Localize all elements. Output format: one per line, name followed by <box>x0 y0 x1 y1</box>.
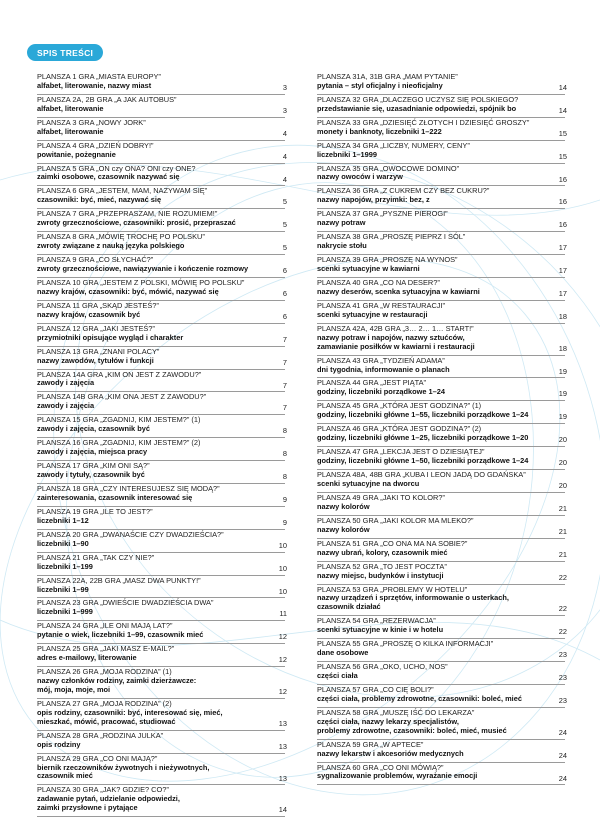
toc-entry[interactable]: PLANSZA 24 GRA „ILE ONI MAJĄ LAT?” pytanie o wiek, liczebniki 1–99, czasownik mieć 12 <box>37 621 285 644</box>
page-number: 5 <box>282 220 287 230</box>
page-number: 22 <box>558 572 567 582</box>
page-number: 7 <box>282 403 287 413</box>
toc-entry[interactable]: PLANSZA 33 GRA „DZIESIĘĆ ZŁOTYCH I DZIESIĘĆ GROSZY” monety i banknoty, liczebniki 1–222 15 <box>317 118 565 141</box>
page-number: 4 <box>282 151 287 161</box>
page-number: 7 <box>282 334 287 344</box>
toc-entry[interactable]: PLANSZA 27 GRA „MOJA RODZINA” (2) opis rodziny, czasowniki: być, interesować się, mieć, mieszkać, mówić, pracować, studiować 13 <box>37 699 285 731</box>
toc-entry[interactable]: PLANSZA 4 GRA „DZIEŃ DOBRY!” powitanie, pożegnanie 4 <box>37 141 285 164</box>
page-number: 10 <box>278 563 287 573</box>
toc-entry[interactable]: PLANSZA 54 GRA „REZERWACJA” scenki sytuacyjne w kinie i w hotelu 22 <box>317 616 565 639</box>
toc-entry[interactable]: PLANSZA 10 GRA „JESTEM Z POLSKI, MÓWIĘ PO POLSKU” nazwy krajów, czasowniki: być, mówić, nazywać się 6 <box>37 278 285 301</box>
toc-entry[interactable]: PLANSZA 37 GRA „PYSZNE PIEROGI” nazwy potraw 16 <box>317 209 565 232</box>
toc-entry[interactable]: PLANSZA 58 GRA „MUSZĘ IŚĆ DO LEKARZA” części ciała, nazwy lekarzy specjalistów, problemy zdrowotne, czasowniki: boleć, mieć, musieć 24 <box>317 708 565 740</box>
page-number: 20 <box>558 458 567 468</box>
toc-entry[interactable]: PLANSZA 51 GRA „CO ONA MA NA SOBIE?” nazwy ubrań, kolory, czasownik mieć 21 <box>317 539 565 562</box>
page-number: 6 <box>282 289 287 298</box>
page-number: 10 <box>278 540 287 550</box>
page-number: 10 <box>278 586 287 596</box>
toc-entry[interactable]: PLANSZA 47 GRA „LEKCJA JEST O DZIESIĄTEJ” godziny, liczebniki główne 1–50, liczebniki porządkowe 1–24 20 <box>317 447 565 470</box>
toc-left-column <box>37 72 285 817</box>
toc-entry[interactable]: PLANSZA 1 GRA „MIASTA EUROPY” alfabet, literowanie, nazwy miast 3 <box>37 72 285 95</box>
toc-entry[interactable]: PLANSZA 59 GRA „W APTECE” nazwy lekarstw i akcesoriów medycznych 24 <box>317 740 565 763</box>
page-number: 15 <box>558 128 567 138</box>
toc-entry[interactable]: PLANSZA 25 GRA „JAKI MASZ E-MAIL?” adres e-mailowy, literowanie 12 <box>37 644 285 667</box>
toc-entry[interactable]: PLANSZA 43 GRA „TYDZIEŃ ADAMA” dni tygodnia, informowanie o planach 19 <box>317 356 565 379</box>
toc-entry[interactable]: PLANSZA 22A, 22B GRA „MASZ DWA PUNKTY!” liczebniki 1–99 10 <box>37 576 285 599</box>
toc-entry[interactable]: PLANSZA 2A, 2B GRA „A JAK AUTOBUS” alfabet, literowanie 3 <box>37 95 285 118</box>
page-number: 17 <box>558 243 567 253</box>
toc-entry[interactable]: PLANSZA 7 GRA „PRZEPRASZAM, NIE ROZUMIEM!” zwroty grzecznościowe, czasowniki: prosić, przepraszać 5 <box>37 209 285 232</box>
page-number: 18 <box>558 343 567 353</box>
page-number: 12 <box>278 687 287 697</box>
page-number: 20 <box>558 435 567 445</box>
toc-entry[interactable]: PLANSZA 39 GRA „PROSZĘ NA WYNOS” scenki sytuacyjne w kawiarni 17 <box>317 255 565 278</box>
page-number: 8 <box>282 449 287 459</box>
page-number: 19 <box>558 412 567 422</box>
page-number: 14 <box>558 105 567 115</box>
page-number: 7 <box>282 357 287 367</box>
toc-entry[interactable]: PLANSZA 36 GRA „Z CUKREM CZY BEZ CUKRU?” nazwy napojów, przyimki: bez, z 16 <box>317 186 565 209</box>
page-number: 6 <box>282 266 287 276</box>
toc-entry[interactable]: PLANSZA 42A, 42B GRA „3… 2… 1… START!” nazwy potraw i napojów, nazwy sztućców, zamawianie posiłków w kawiarni i restauracji 18 <box>317 324 565 356</box>
page-number: 24 <box>558 727 567 737</box>
page-number: 19 <box>558 366 567 376</box>
toc-entry[interactable]: PLANSZA 40 GRA „CO NA DESER?” nazwy deserów, scenka sytuacyjna w kawiarni 17 <box>317 278 565 301</box>
page-number: 11 <box>279 609 287 619</box>
toc-entry[interactable]: PLANSZA 14A GRA „KIM ON JEST Z ZAWODU?” zawody i zajęcia 7 <box>37 370 285 393</box>
toc-entry[interactable]: PLANSZA 6 GRA „JESTEM, MAM, NAZYWAM SIĘ” czasowniki: być, mieć, nazywać się 5 <box>37 186 285 209</box>
toc-entry[interactable]: PLANSZA 14B GRA „KIM ONA JEST Z ZAWODU?” zawody i zajęcia 7 <box>37 392 285 415</box>
toc-entry[interactable]: PLANSZA 18 GRA „CZY INTERESUJESZ SIĘ MODĄ?” zainteresowania, czasownik interesować się 9 <box>37 484 285 507</box>
toc-entry[interactable]: PLANSZA 34 GRA „LICZBY, NUMERY, CENY” liczebniki 1–1999 15 <box>317 141 565 164</box>
page-number: 12 <box>278 655 287 665</box>
page-number: 14 <box>558 82 567 92</box>
toc-entry[interactable]: PLANSZA 16 GRA „ZGADNIJ, KIM JESTEM?” (2) zawody i zajęcia, miejsca pracy 8 <box>37 438 285 461</box>
toc-entry[interactable]: PLANSZA 48A, 48B GRA „KUBA I LEON JADĄ DO GDAŃSKA” scenki sytuacyjne na dworcu 20 <box>317 470 565 493</box>
page-number: 16 <box>558 174 567 184</box>
toc-entry[interactable]: PLANSZA 52 GRA „TO JEST POCZTA” nazwy miejsc, budynków i instytucji 22 <box>317 562 565 585</box>
toc-entry[interactable]: PLANSZA 23 GRA „DWIEŚCIE DWADZIEŚCIA DWA” liczebniki 1–999 11 <box>37 598 285 621</box>
toc-entry[interactable]: PLANSZA 9 GRA „CO SŁYCHAĆ?” zwroty grzecznościowe, nawiązywanie i kończenie rozmowy 6 <box>37 255 285 278</box>
page-number: 23 <box>558 650 567 660</box>
page-number: 23 <box>558 673 567 683</box>
toc-entry[interactable]: PLANSZA 49 GRA „JAKI TO KOLOR?” nazwy kolorów 21 <box>317 493 565 516</box>
page-number: 13 <box>278 773 287 783</box>
page-number: 19 <box>558 389 567 399</box>
page-number: 21 <box>558 549 567 559</box>
page-number: 8 <box>282 426 287 436</box>
page-number: 15 <box>558 151 567 161</box>
toc-entry[interactable]: PLANSZA 21 GRA „TAK CZY NIE?” liczebniki 1–199 10 <box>37 553 285 576</box>
page-number: 21 <box>558 526 567 536</box>
toc-entry[interactable]: PLANSZA 8 GRA „MÓWIĘ TROCHĘ PO POLSKU” zwroty związane z nauką języka polskiego 5 <box>37 232 285 255</box>
toc-entry[interactable]: PLANSZA 45 GRA „KTÓRA JEST GODZINA?” (1) godziny, liczebniki główne 1–55, liczebniki porządkowe 1–24 19 <box>317 401 565 424</box>
toc-entry[interactable]: PLANSZA 26 GRA „MOJA RODZINA” (1) nazwy członków rodziny, zaimki dzierżawcze: mój, moja, moje, moi 12 <box>37 667 285 699</box>
page-number: 7 <box>282 380 287 390</box>
page-number: 6 <box>282 311 287 321</box>
page-number: 5 <box>282 243 287 253</box>
toc-entry[interactable]: PLANSZA 13 GRA „ZNANI POLACY” nazwy zawodów, tytułów i funkcji 7 <box>37 347 285 370</box>
toc-entry[interactable]: PLANSZA 5 GRA „ON czy ONA? ONI czy ONE? zaimki osobowe, czasownik nazywać się 4 <box>37 164 285 187</box>
toc-entry[interactable]: PLANSZA 28 GRA „RODZINA JULKA” opis rodziny 13 <box>37 731 285 754</box>
page-number: 16 <box>558 220 567 230</box>
toc-entry[interactable]: PLANSZA 60 GRA „CO ONI MÓWIĄ?” sygnalizowanie problemów, wyrażanie emocji 24 <box>317 763 565 786</box>
page-number: 13 <box>278 718 287 728</box>
toc-entry[interactable]: PLANSZA 30 GRA „JAK? GDZIE? CO?” zadawanie pytań, udzielanie odpowiedzi, zaimki przysłowne i pytające 14 <box>37 785 285 817</box>
toc-entry[interactable]: PLANSZA 17 GRA „KIM ONI SĄ?” zawody i tytuły, czasownik być 8 <box>37 461 285 484</box>
toc-entry[interactable]: PLANSZA 32 GRA „DLACZEGO UCZYSZ SIĘ POLSKIEGO? przedstawianie się, uzasadnianie odpowiedzi, spójnik bo 14 <box>317 95 565 118</box>
page-number: 16 <box>558 197 567 207</box>
page-number: 24 <box>558 773 567 783</box>
page-number: 24 <box>558 750 567 760</box>
toc-entry[interactable]: PLANSZA 38 GRA „PROSZĘ PIEPRZ I SÓL” nakrycie stołu 17 <box>317 232 565 255</box>
toc-entry[interactable]: PLANSZA 57 GRA „CO CIĘ BOLI?” części ciała, problemy zdrowotne, czasowniki: boleć, mieć 23 <box>317 685 565 708</box>
toc-entry[interactable]: PLANSZA 46 GRA „KTÓRA JEST GODZINA?” (2) godziny, liczebniki główne 1–25, liczebniki porządkowe 1–20 20 <box>317 424 565 447</box>
toc-entry[interactable]: PLANSZA 53 GRA „PROBLEMY W HOTELU” nazwy urządzeń i sprzętów, informowanie o usterkach, czasownik działać 22 <box>317 585 565 617</box>
page-number: 22 <box>558 604 567 614</box>
page-number: 4 <box>282 174 287 184</box>
toc-entry[interactable]: PLANSZA 55 GRA „PROSZĘ O KILKA INFORMACJI” dane osobowe 23 <box>317 639 565 662</box>
toc-entry[interactable]: PLANSZA 15 GRA „ZGADNIJ, KIM JESTEM?” (1) zawody i zajęcia, czasownik być 8 <box>37 415 285 438</box>
toc-entry[interactable]: PLANSZA 44 GRA „JEST PIĄTA” godziny, liczebniki porządkowe 1–24 19 <box>317 378 565 401</box>
page-number: 17 <box>558 266 567 276</box>
page-number: 20 <box>558 481 567 491</box>
page-number: 3 <box>282 82 287 92</box>
toc-entry[interactable]: PLANSZA 12 GRA „JAKI JESTEŚ?” przymiotniki opisujące wygląd i charakter 7 <box>37 324 285 347</box>
page-number: 22 <box>558 627 567 637</box>
page-number: 17 <box>558 289 567 298</box>
toc-entry[interactable]: PLANSZA 50 GRA „JAKI KOLOR MA MLEKO?” nazwy kolorów 21 <box>317 516 565 539</box>
page-number: 8 <box>282 472 287 482</box>
page-number: 12 <box>278 632 287 642</box>
toc-entry[interactable]: PLANSZA 3 GRA „NOWY JORK” alfabet, literowanie 4 <box>37 118 285 141</box>
toc-entry[interactable]: PLANSZA 29 GRA „CO ONI MAJĄ?” biernik rzeczowników żywotnych i nieżywotnych, czasownik mieć 13 <box>37 754 285 786</box>
page-number: 18 <box>558 311 567 321</box>
toc-entry[interactable]: PLANSZA 31A, 31B GRA „MAM PYTANIE” pytania – styl oficjalny i nieoficjalny 14 <box>317 72 565 95</box>
toc-entry[interactable]: PLANSZA 41 GRA „W RESTAURACJI” scenki sytuacyjne w restauracji 18 <box>317 301 565 324</box>
page-number: 14 <box>278 805 287 815</box>
page-title: SPIS TREŚCI <box>27 44 103 61</box>
toc-entry[interactable]: PLANSZA 20 GRA „DWANAŚCIE CZY DWADZIEŚCIA?” liczebniki 1–90 10 <box>37 530 285 553</box>
page-number: 9 <box>282 495 287 505</box>
toc-entry[interactable]: PLANSZA 35 GRA „OWOCOWE DOMINO” nazwy owoców i warzyw 16 <box>317 164 565 187</box>
toc-entry[interactable]: PLANSZA 11 GRA „SKĄD JESTEŚ?” nazwy krajów, czasownik być 6 <box>37 301 285 324</box>
page-number: 23 <box>558 695 567 705</box>
page-number: 4 <box>282 128 287 138</box>
page-number: 5 <box>282 197 287 207</box>
page-number: 9 <box>282 517 287 527</box>
toc-right-column <box>317 72 565 785</box>
toc-entry[interactable]: PLANSZA 19 GRA „ILE TO JEST?” liczebniki 1–12 9 <box>37 507 285 530</box>
toc-entry[interactable]: PLANSZA 56 GRA „OKO, UCHO, NOS” części ciała 23 <box>317 662 565 685</box>
page-number: 21 <box>558 503 567 513</box>
page-number: 3 <box>282 105 287 115</box>
page-number: 13 <box>278 741 287 751</box>
